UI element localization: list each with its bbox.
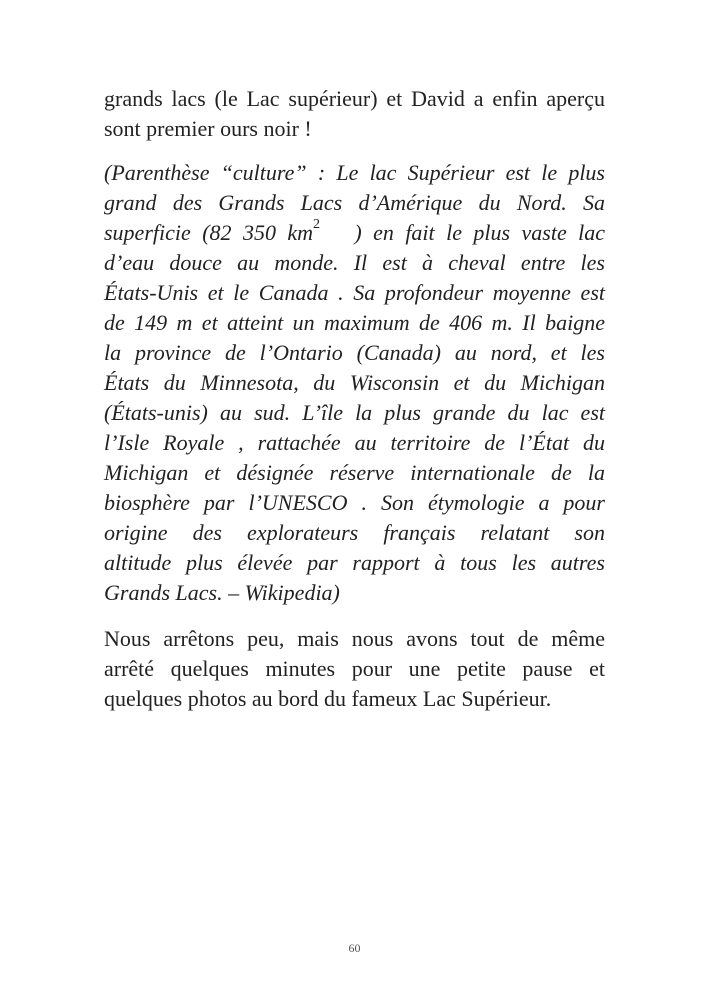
text-line: (Parenthèse “culture” : Le lac Supérieur est le plus xyxy=(104,160,605,185)
paragraph-culture-aside xyxy=(104,158,605,608)
superscript-exponent: 2 xyxy=(313,217,321,232)
text-line: sont premier ours noir ! xyxy=(104,116,312,141)
text-line: altitude plus élevée par rapport à tous les autres xyxy=(104,550,605,575)
paragraph-closing xyxy=(104,624,605,714)
superficie-text-end: ) en fait le plus vaste lac xyxy=(354,220,606,245)
text-line: d’eau douce au monde. Il est à cheval entre les xyxy=(104,250,605,275)
text-line: arrêté quelques minutes pour une petite pause et xyxy=(104,656,605,681)
paragraph-intro xyxy=(104,84,605,144)
text-line: États-Unis et le Canada . Sa profondeur moyenne est xyxy=(104,280,605,305)
text-line: (États-unis) au sud. L’île la plus grande du lac est xyxy=(104,400,605,425)
text-line: origine des explorateurs français relatant son xyxy=(104,520,605,545)
page-number: 60 xyxy=(348,941,361,955)
text-line: de 149 m et atteint un maximum de 406 m. Il baigne xyxy=(104,310,605,335)
text-line-superficie xyxy=(104,218,605,248)
text-line: Nous arrêtons peu, mais nous avons tout de même xyxy=(104,626,605,651)
text-line: biosphère par l’UNESCO . Son étymologie a pour xyxy=(104,490,605,515)
text-line: États du Minnesota, du Wisconsin et du Michigan xyxy=(104,370,605,395)
text-line: l’Isle Royale , rattachée au territoire de l’État du xyxy=(104,430,605,455)
text-line: Michigan et désignée réserve internationale de la xyxy=(104,460,605,485)
superficie-text: superficie (82 350 km xyxy=(104,220,314,245)
text-line: grand des Grands Lacs d’Amérique du Nord. Sa xyxy=(104,190,605,215)
text-line: quelques photos au bord du fameux Lac Supérieur. xyxy=(104,686,552,711)
text-line: grands lacs (le Lac supérieur) et David a enfin aperçu xyxy=(104,86,605,111)
text-line: Grands Lacs. – Wikipedia) xyxy=(104,580,340,605)
text-line: la province de l’Ontario (Canada) au nord, et les xyxy=(104,340,605,365)
